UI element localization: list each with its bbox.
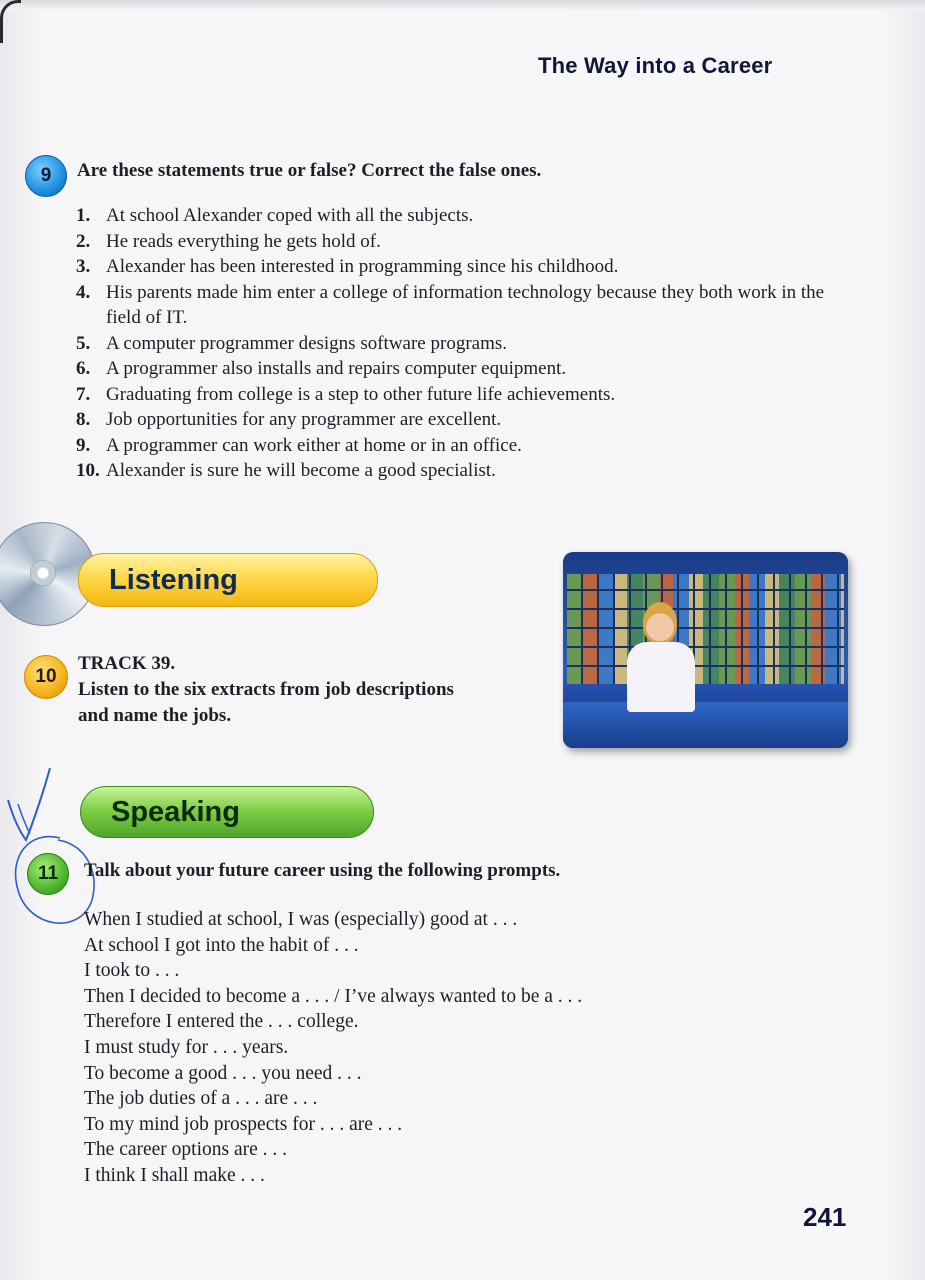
prompts-list — [84, 907, 582, 1189]
list-item — [76, 280, 836, 331]
item-text: Graduating from college is a step to other future life achievements. — [106, 383, 616, 405]
item-text: At school Alexander coped with all the subjects. — [106, 205, 474, 226]
anchor-body — [627, 642, 695, 712]
list-item — [76, 203, 836, 229]
list-item: When I studied at school, I was (especially) good at . . . — [84, 909, 518, 930]
item-number: 4. — [76, 281, 91, 303]
list-item — [76, 407, 836, 433]
page-corner-mark — [0, 0, 21, 43]
item-number: 7. — [76, 383, 91, 405]
handwritten-checkmark — [0, 760, 96, 940]
item-number: 10. — [76, 460, 100, 481]
exercise-10-text — [78, 651, 454, 729]
speaking-section-header: Speaking — [80, 786, 374, 838]
running-head: The Way into a Career — [538, 53, 773, 78]
list-item — [76, 229, 836, 255]
list-item — [76, 331, 836, 357]
list-item: Therefore I entered the . . . college. — [84, 1011, 359, 1033]
listening-section-header: Listening — [78, 553, 378, 607]
item-text: Job opportunities for any programmer are excellent. — [106, 409, 502, 430]
exercise-10-badge: 10 — [24, 655, 68, 699]
item-number: 2. — [76, 230, 91, 252]
exercise-10-instruction-line1: Listen to the six extracts from job descriptions — [78, 679, 454, 700]
video-wall — [567, 574, 844, 684]
item-number: 3. — [76, 256, 91, 277]
page-top-edge — [0, 0, 925, 10]
item-text: He reads everything he gets hold of. — [106, 230, 381, 252]
list-item: I think I shall make . . . — [84, 1164, 265, 1186]
exercise-10-instruction-line2: and name the jobs. — [78, 705, 232, 726]
list-item: To my mind job prospects for . . . are . . . — [84, 1113, 403, 1135]
list-item — [76, 356, 836, 382]
page-number: 241 — [803, 1202, 847, 1232]
item-text: A computer programmer designs software programs. — [106, 332, 508, 354]
anchor-head — [643, 602, 677, 644]
list-item: The career options are . . . — [84, 1139, 288, 1161]
news-anchor — [621, 602, 701, 712]
news-anchor-photo — [563, 552, 848, 748]
item-text: A programmer also installs and repairs computer equipment. — [106, 358, 567, 379]
exercise-9-instruction: Are these statements true or false? Correct the false ones. — [77, 160, 542, 181]
list-item: The job duties of a . . . are . . . — [84, 1088, 318, 1110]
item-number: 8. — [76, 409, 91, 430]
list-item — [76, 382, 836, 408]
item-text: His parents made him enter a college of information technology because they both work in the field of IT. — [106, 281, 825, 328]
statements-list — [76, 203, 836, 484]
list-item — [76, 458, 836, 484]
list-item: I must study for . . . years. — [84, 1036, 289, 1058]
item-number: 1. — [76, 205, 91, 226]
item-text: Alexander has been interested in programming since his childhood. — [106, 256, 619, 277]
list-item: I took to . . . — [84, 960, 180, 982]
list-item: At school I got into the habit of . . . — [84, 934, 359, 956]
list-item — [76, 254, 836, 280]
list-item: Then I decided to become a . . . / I’ve always wanted to be a . . . — [84, 985, 583, 1007]
exercise-11-instruction: Talk about your future career using the following prompts. — [84, 860, 561, 881]
item-text: A programmer can work either at home or in an office. — [106, 434, 522, 456]
exercise-9-badge: 9 — [25, 155, 67, 197]
item-number: 9. — [76, 434, 91, 456]
item-number: 6. — [76, 358, 91, 379]
track-label: TRACK 39. — [78, 653, 176, 674]
exercise-11-badge: 11 — [27, 853, 69, 895]
news-desk — [563, 702, 848, 748]
item-number: 5. — [76, 332, 91, 354]
list-item: To become a good . . . you need . . . — [84, 1062, 362, 1084]
list-item — [76, 433, 836, 459]
item-text: Alexander is sure he will become a good specialist. — [106, 460, 496, 481]
